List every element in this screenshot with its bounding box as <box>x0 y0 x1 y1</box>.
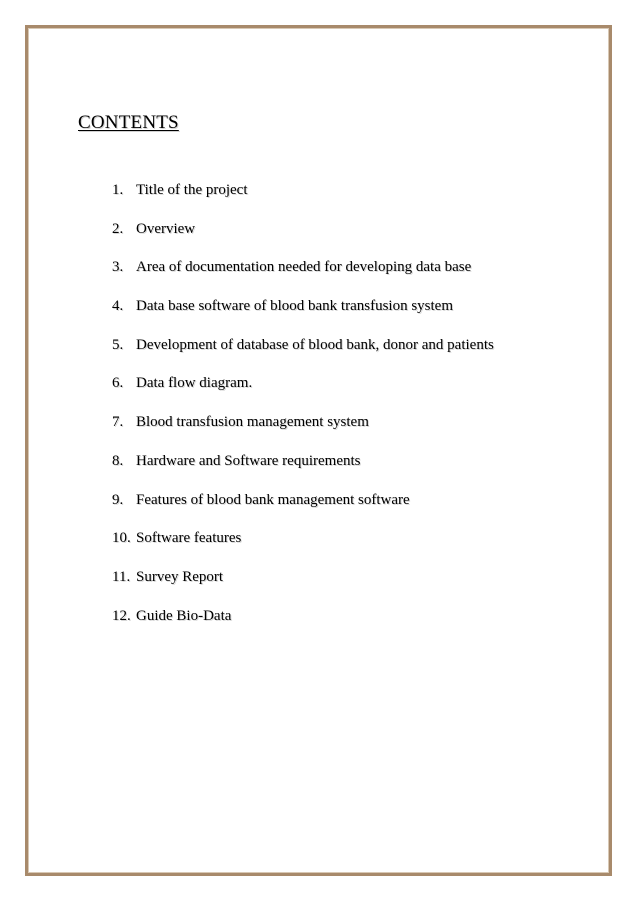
toc-number: 5. <box>112 336 124 353</box>
toc-text: Title of the project <box>136 182 248 198</box>
contents-heading: CONTENTS <box>78 112 179 133</box>
toc-number: 11. <box>112 568 131 585</box>
toc-text: Survey Report <box>136 568 224 585</box>
toc-item-11 <box>112 567 494 606</box>
toc-text: Hardware and Software requirements <box>136 452 361 469</box>
toc-number: 3. <box>112 259 124 276</box>
toc-number: 12. <box>112 607 131 624</box>
toc-item-1 <box>112 180 494 219</box>
toc-item-2 <box>112 219 494 258</box>
toc-number: 2. <box>112 220 124 237</box>
toc-text: Software features <box>136 530 242 547</box>
toc-item-6 <box>112 373 494 412</box>
toc-text: Blood transfusion management system <box>136 414 369 431</box>
toc-number: 7. <box>112 414 124 431</box>
toc-item-8 <box>112 451 494 490</box>
toc-number: 6. <box>112 375 124 392</box>
toc-text: Data base software of blood bank transfusion system <box>136 298 454 315</box>
toc-number: 10. <box>112 530 131 547</box>
toc-number: 1. <box>112 182 124 198</box>
toc-item-9 <box>112 490 494 529</box>
toc-number: 9. <box>112 491 124 508</box>
table-of-contents <box>112 180 494 644</box>
toc-item-10 <box>112 528 494 567</box>
toc-number: 8. <box>112 452 124 469</box>
toc-item-7 <box>112 412 494 451</box>
toc-text: Data flow diagram. <box>136 375 253 392</box>
toc-text: Features of blood bank management software <box>136 491 410 508</box>
toc-text: Area of documentation needed for developing data base <box>136 259 472 276</box>
toc-item-3 <box>112 257 494 296</box>
toc-number: 4. <box>112 298 124 315</box>
toc-item-4 <box>112 296 494 335</box>
toc-item-5 <box>112 335 494 374</box>
toc-text: Development of database of blood bank, donor and patients <box>136 336 494 353</box>
toc-item-12 <box>112 606 494 645</box>
toc-text: Overview <box>136 220 196 237</box>
toc-text: Guide Bio-Data <box>136 607 232 624</box>
